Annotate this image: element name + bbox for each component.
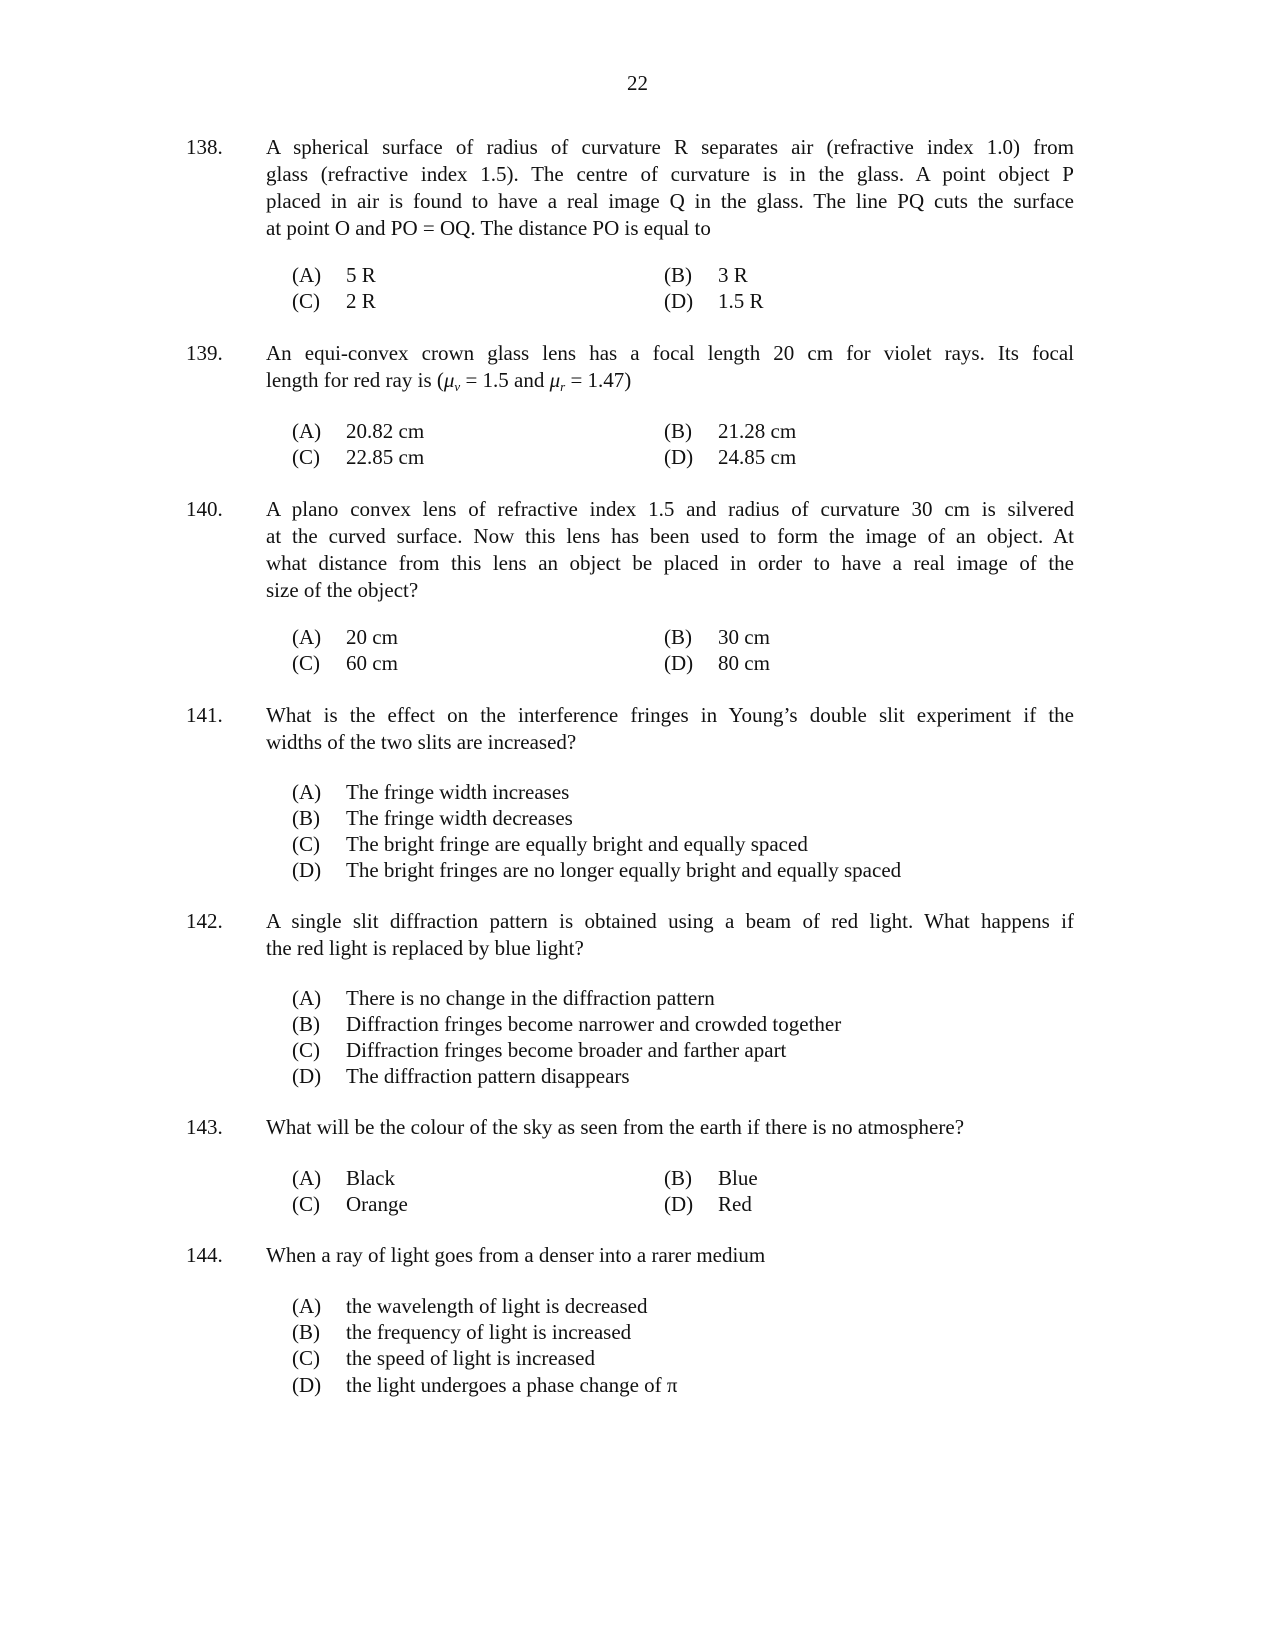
question-line: what distance from this lens an object be placed in order to have a real image of the (266, 551, 1074, 575)
option-text: the wavelength of light is decreased (346, 1294, 648, 1318)
option-label: (C) (292, 445, 320, 469)
question-text (266, 908, 1074, 962)
option-label: (B) (292, 1012, 320, 1036)
option-d[interactable] (292, 1063, 630, 1090)
question-text (266, 496, 1074, 604)
question-text (266, 1114, 1074, 1141)
question-line (266, 367, 1074, 400)
question-number: 138. (186, 135, 223, 159)
option-label: (B) (664, 625, 692, 649)
question-number: 139. (186, 341, 223, 365)
question-text (266, 1242, 1074, 1269)
option-text: The fringe width decreases (346, 806, 573, 830)
option-label: (A) (292, 263, 322, 287)
option-c[interactable] (292, 650, 398, 677)
option-label: (A) (292, 1166, 322, 1190)
question-line: An equi-convex crown glass lens has a focal length 20 cm for violet rays. Its focal (266, 341, 1074, 365)
option-c[interactable] (292, 1191, 408, 1218)
option-label: (B) (292, 806, 320, 830)
option-label: (C) (292, 1346, 320, 1370)
question-number: 144. (186, 1243, 223, 1267)
option-b[interactable] (292, 1011, 841, 1038)
option-b[interactable] (292, 1319, 631, 1346)
option-text: 1.5 R (718, 289, 764, 313)
option-text: There is no change in the diffraction pattern (346, 986, 715, 1010)
mu-symbol: μ (443, 368, 455, 392)
option-a[interactable] (292, 1165, 395, 1192)
option-c[interactable] (292, 1037, 786, 1064)
option-label: (C) (292, 651, 320, 675)
question-line: widths of the two slits are increased? (266, 730, 577, 754)
option-d[interactable] (664, 1191, 752, 1218)
option-text: 24.85 cm (718, 445, 797, 469)
option-text: The bright fringe are equally bright and equally spaced (346, 832, 808, 856)
option-label: (B) (664, 419, 692, 443)
option-a[interactable] (292, 1293, 647, 1320)
option-d[interactable] (664, 444, 796, 471)
option-text: 5 R (346, 263, 376, 287)
option-text: 30 cm (718, 625, 770, 649)
question-text (266, 134, 1074, 242)
option-text: the frequency of light is increased (346, 1320, 632, 1344)
question-line: When a ray of light goes from a denser into a rarer medium (266, 1243, 766, 1267)
option-label: (A) (292, 986, 322, 1010)
question-line: What is the effect on the interference fringes in Young’s double slit experiment if the (266, 703, 1074, 727)
question-text (266, 702, 1074, 756)
option-c[interactable] (292, 444, 424, 471)
option-text: 20.82 cm (346, 419, 425, 443)
option-label: (D) (292, 1373, 322, 1397)
option-label: (C) (292, 832, 320, 856)
question-line: A plano convex lens of refractive index 1.5 and radius of curvature 30 cm is silvered (266, 497, 1074, 521)
question-line: glass (refractive index 1.5). The centre of curvature is in the glass. A point object P (266, 162, 1074, 186)
option-label: (D) (664, 651, 694, 675)
question-line: the red light is replaced by blue light? (266, 936, 584, 960)
option-b[interactable] (664, 1165, 758, 1192)
question-line: at the curved surface. Now this lens has been used to form the image of an object. At (266, 524, 1074, 548)
option-text: the light undergoes a phase change of π (346, 1373, 678, 1397)
option-c[interactable] (292, 831, 808, 858)
option-d[interactable] (292, 1372, 678, 1399)
option-d[interactable] (664, 650, 770, 677)
subscript-v: v (454, 379, 461, 394)
option-label: (C) (292, 1192, 320, 1216)
question-line: A single slit diffraction pattern is obtained using a beam of red light. What happens if (266, 909, 1074, 933)
option-c[interactable] (292, 1345, 595, 1372)
option-text: The diffraction pattern disappears (346, 1064, 630, 1088)
option-c[interactable] (292, 288, 376, 315)
option-label: (D) (664, 445, 694, 469)
option-a[interactable] (292, 985, 715, 1012)
option-text: The bright fringes are no longer equally bright and equally spaced (346, 858, 902, 882)
option-label: (D) (664, 1192, 694, 1216)
option-label: (C) (292, 1038, 320, 1062)
question-line: placed in air is found to have a real image Q in the glass. The line PQ cuts the surface (266, 189, 1074, 213)
option-text: Diffraction fringes become narrower and crowded together (346, 1012, 842, 1036)
option-text: 3 R (718, 263, 748, 287)
option-text: 20 cm (346, 625, 398, 649)
option-a[interactable] (292, 262, 376, 289)
option-label: (A) (292, 625, 322, 649)
question-line: size of the object? (266, 578, 419, 602)
option-a[interactable] (292, 624, 398, 651)
equation-r: = 1.47) (565, 368, 632, 392)
option-label: (D) (292, 858, 322, 882)
option-text: 80 cm (718, 651, 770, 675)
option-text: 21.28 cm (718, 419, 797, 443)
option-text: Orange (346, 1192, 408, 1216)
option-label: (B) (664, 1166, 692, 1190)
option-d[interactable] (664, 288, 764, 315)
option-b[interactable] (292, 805, 573, 832)
option-label: (D) (292, 1064, 322, 1088)
option-label: (C) (292, 289, 320, 313)
option-text: Black (346, 1166, 395, 1190)
option-label: (B) (664, 263, 692, 287)
question-number: 143. (186, 1115, 223, 1139)
option-d[interactable] (292, 857, 901, 884)
option-b[interactable] (664, 624, 770, 651)
option-a[interactable] (292, 779, 569, 806)
question-text (266, 340, 1074, 400)
option-text: The fringe width increases (346, 780, 570, 804)
option-text: 2 R (346, 289, 376, 313)
page-number: 22 (627, 71, 648, 95)
equation-v: = 1.5 and (460, 368, 550, 392)
option-text: 60 cm (346, 651, 398, 675)
option-text: Diffraction fringes become broader and farther apart (346, 1038, 787, 1062)
question-line: What will be the colour of the sky as seen from the earth if there is no atmosphere? (266, 1115, 965, 1139)
option-label: (A) (292, 419, 322, 443)
option-label: (A) (292, 780, 322, 804)
question-number: 141. (186, 703, 223, 727)
question-number: 140. (186, 497, 223, 521)
question-line: at point O and PO = OQ. The distance PO is equal to (266, 216, 711, 240)
option-label: (A) (292, 1294, 322, 1318)
question-number: 142. (186, 909, 223, 933)
option-text: the speed of light is increased (346, 1346, 596, 1370)
option-label: (D) (664, 289, 694, 313)
option-b[interactable] (664, 418, 796, 445)
option-text: Blue (718, 1166, 758, 1190)
mu-symbol: μ (549, 368, 561, 392)
subscript-r: r (560, 379, 566, 394)
option-label: (B) (292, 1320, 320, 1344)
option-text: Red (718, 1192, 752, 1216)
option-a[interactable] (292, 418, 424, 445)
option-b[interactable] (664, 262, 748, 289)
question-line: A spherical surface of radius of curvature R separates air (refractive index 1.0) from (266, 135, 1074, 159)
option-text: 22.85 cm (346, 445, 425, 469)
question-line-prefix: length for red ray is ( (266, 368, 444, 392)
